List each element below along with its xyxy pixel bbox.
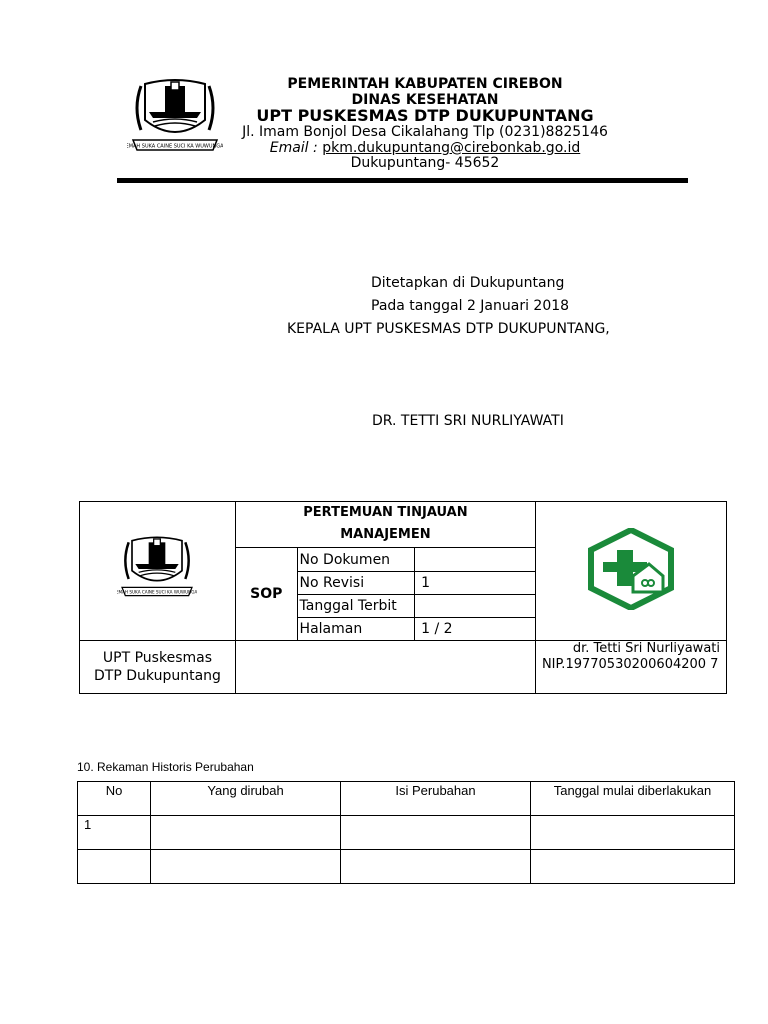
letterhead-line1: PEMERINTAH KABUPATEN CIREBON <box>287 76 563 92</box>
history-cell <box>151 816 341 850</box>
unit-line2: DTP Dukupuntang <box>94 668 221 685</box>
letterhead-email-line <box>230 140 620 156</box>
sop-logo-cell <box>80 502 236 641</box>
history-col-header: Isi Perubahan <box>341 782 531 816</box>
signer-name: dr. Tetti Sri Nurliyawati <box>572 641 720 657</box>
signature-position: KEPALA UPT PUSKESMAS DTP DUKUPUNTANG, <box>287 321 610 337</box>
letterhead-line2: DINAS KESEHATAN <box>351 92 499 108</box>
svg-text:LEMAH SUKA CAINE SUCI KA WUWUN: LEMAH SUKA CAINE SUCI KA WUWUNGAN <box>117 589 198 595</box>
sop-row-label: No Dokumen <box>297 548 415 571</box>
kabupaten-logo <box>127 78 223 158</box>
signer-cell <box>535 641 726 694</box>
history-cell <box>78 850 151 884</box>
sop-row-label: Halaman <box>297 618 415 641</box>
signature-date: Pada tanggal 2 Januari 2018 <box>371 298 570 314</box>
history-cell <box>341 850 531 884</box>
sop-row-value <box>415 594 536 617</box>
sop-row-value <box>415 548 536 571</box>
table-row <box>78 816 735 850</box>
history-col-header: No <box>78 782 151 816</box>
sop-header-table <box>79 501 727 694</box>
sop-row-label: Tanggal Terbit <box>297 594 415 617</box>
kabupaten-logo-small <box>117 530 197 608</box>
history-cell <box>531 816 735 850</box>
history-heading: 10. Rekaman Historis Perubahan <box>77 760 254 774</box>
table-row <box>78 850 735 884</box>
email-label: Email : <box>269 140 318 156</box>
puskesmas-logo-cell <box>535 502 726 641</box>
signer-nip: NIP.19770530200604200 7 <box>541 657 719 673</box>
history-cell <box>531 850 735 884</box>
sop-row-value: 1 / 2 <box>415 618 536 641</box>
history-cell <box>151 850 341 884</box>
empty-center-cell <box>235 641 535 694</box>
history-cell <box>341 816 531 850</box>
history-col-header: Tanggal mulai diberlakukan <box>531 782 735 816</box>
sop-label: SOP <box>235 548 297 641</box>
signature-name: DR. TETTI SRI NURLIYAWATI <box>372 413 564 429</box>
letterhead-title: UPT PUSKESMAS DTP DUKUPUNTANG <box>256 106 594 125</box>
history-cell: 1 <box>78 816 151 850</box>
unit-line1: UPT Puskesmas <box>102 650 213 667</box>
history-col-header: Yang dirubah <box>151 782 341 816</box>
puskesmas-logo-icon <box>587 528 675 610</box>
sop-title: PERTEMUAN TINJAUAN MANAJEMEN <box>235 502 535 548</box>
letterhead-city: Dukupuntang- 45652 <box>350 155 500 171</box>
signature-place: Ditetapkan di Dukupuntang <box>371 275 565 291</box>
history-table <box>77 781 735 884</box>
email-link[interactable]: pkm.dukupuntang@cirebonkab.go.id <box>322 140 581 156</box>
letterhead-address: Jl. Imam Bonjol Desa Cikalahang Tlp (0231)8825146 <box>242 124 608 140</box>
sop-row-value: 1 <box>415 571 536 594</box>
unit-cell <box>80 641 236 694</box>
svg-text:LEMAH SUKA CAINE SUCI KA WUWUN: LEMAH SUKA CAINE SUCI KA WUWUNGAN <box>127 143 223 150</box>
sop-row-label: No Revisi <box>297 571 415 594</box>
letterhead-divider <box>117 178 688 183</box>
